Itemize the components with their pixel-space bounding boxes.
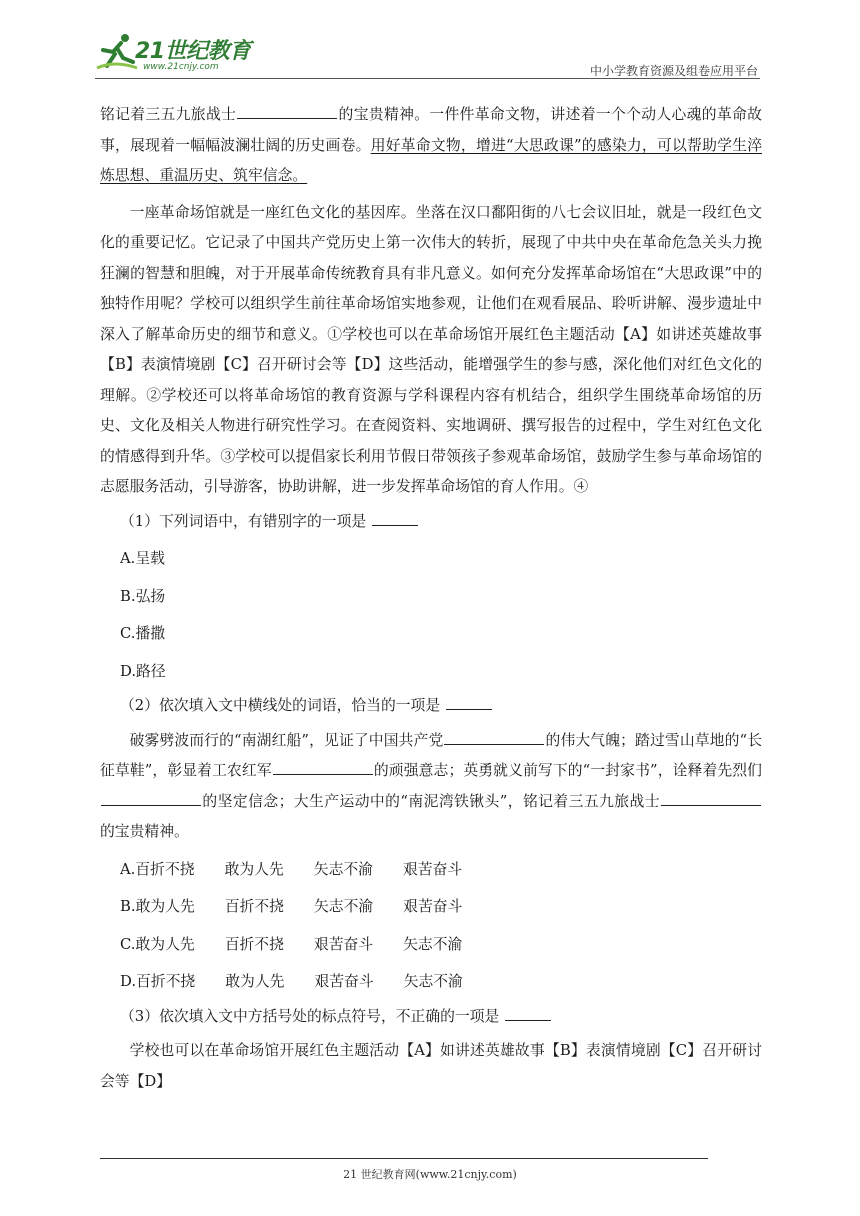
logo-url: www.21cnjy.com	[143, 62, 219, 72]
option-word: 矢志不渝	[313, 898, 374, 915]
site-logo	[95, 32, 265, 72]
page-footer: 21 世纪教育网(www.21cnjy.com)	[343, 1168, 517, 1181]
answer-blank	[446, 708, 492, 710]
question-text: （3）依次填入文中方括号处的标点符号，不正确的一项是	[120, 1007, 500, 1025]
passage-text: 的伟大气魄；踏过雪山草地的“长征草鞋”，彰显着工农红军	[100, 731, 762, 779]
question-3-stem	[100, 1002, 762, 1033]
option-word: 艰苦奋斗	[314, 973, 374, 990]
option-word: 艰苦奋斗	[313, 935, 374, 953]
passage-text: 的宝贵精神。一件件革命文物，讲述着一个个动人心魂的革命故事，展现着一幅幅波澜壮阔的历史画卷。	[100, 106, 762, 154]
option-word: D.百折不挠	[120, 973, 196, 990]
passage-text: 破雾劈波而行的“南湖红船”，见证了中国共产党	[129, 731, 444, 749]
q1-option-b: B.弘扬	[120, 587, 166, 605]
passage-paragraph-1	[100, 100, 762, 192]
q2-option-a	[100, 855, 762, 886]
option-word: 百折不挠	[224, 898, 284, 915]
runner-logo-icon	[95, 32, 139, 72]
passage-paragraph-2: 一座革命场馆就是一座红色文化的基因库。坐落在汉口鄱阳街的八七会议旧址，就是一段红色文化的重要记忆。它记录了中国共产党历史上第一次伟大的转折，展现了中共中央在革命危急关头力挽狂澜的智慧和胆魄，对于开展革命传统教育具有非凡意义。如何充分发挥革命场馆在“大思政课”中的独特作用呢？学校可以组织学生前往革命场馆实地参观，让他们在观看展品、聆听讲解、漫步遗址中深入了解革命历史的细节和意义。①学校也可以在革命场馆开展红色主题活动【A】如讲述英雄故事【B】表演情境剧【C】召开研讨会等【D】这些活动，能增强学生的参与感，深化他们对红色文化的理解。②学校还可以将革命场馆的教育资源与学科课程内容有机结合，组织学生围绕革命场馆的历史、文化及相关人物进行研究性学习。在查阅资料、实地调研、撰写报告的过程中，学生对红色文化的情感得到升华。③学校可以提倡家长利用节假日带领孩子参观革命场馆，鼓励学生参与革命场馆的志愿服务活动，引导游客，协助讲解，进一步发挥革命场馆的育人作用。④	[100, 203, 762, 495]
underlined-sentence: 用好革命文物，增进“大思政课”的感染力，可以帮助学生淬炼思想、重温历史、筑牢信念。	[100, 136, 762, 184]
q1-option-a: A.呈载	[120, 550, 165, 567]
document-body	[100, 100, 762, 1097]
option-word: 艰苦奋斗	[402, 860, 463, 878]
option-word: 矢志不渝	[403, 973, 463, 990]
question-text: （2）依次填入文中横线处的词语，恰当的一项是	[120, 697, 441, 714]
option-word: C.敢为人先	[120, 935, 195, 953]
question-text: （1）下列词语中，有错别字的一项是	[120, 512, 367, 530]
option-word: 艰苦奋斗	[403, 898, 463, 915]
q1-option-d: D.路径	[120, 662, 166, 680]
page-header	[95, 28, 760, 80]
answer-blank	[505, 1019, 551, 1021]
fill-blank	[444, 743, 544, 745]
passage-text: 的宝贵精神。	[100, 823, 189, 840]
footer-divider	[100, 1158, 708, 1159]
question-2-passage	[100, 726, 762, 848]
option-word: 敢为人先	[224, 860, 284, 878]
option-word: 敢为人先	[225, 973, 285, 990]
passage-text: 的坚定信念；大生产运动中的“南泥湾铁锹头”，铭记着三五九旅战士	[202, 792, 660, 810]
q2-option-c	[100, 930, 762, 961]
option-word: 百折不挠	[224, 935, 284, 953]
fill-blank	[101, 804, 201, 806]
fill-blank	[661, 804, 761, 806]
fill-blank	[237, 117, 337, 119]
platform-title: 中小学教育资源及组卷应用平台	[589, 64, 758, 78]
question-3-passage: 学校也可以在革命场馆开展红色主题活动【A】如讲述英雄故事【B】表演情境剧【C】召开研讨会等【D】	[100, 1042, 762, 1090]
passage-text: 的顽强意志；英勇就义前写下的“一封家书”，诠释着先烈们	[373, 762, 762, 779]
q2-option-d	[100, 967, 762, 998]
q2-option-b	[100, 892, 762, 923]
option-word: B.敢为人先	[120, 898, 195, 915]
question-2-stem	[100, 691, 762, 722]
logo-text: 21世纪教育	[135, 39, 251, 64]
passage-text: 铭记着三五九旅战士	[100, 106, 237, 123]
option-word: A.百折不挠	[120, 860, 195, 878]
question-1-stem	[100, 507, 762, 538]
fill-blank	[273, 773, 373, 775]
option-word: 矢志不渝	[313, 860, 373, 878]
answer-blank	[372, 524, 418, 526]
option-word: 矢志不渝	[403, 935, 463, 953]
header-divider	[95, 78, 760, 79]
q1-option-c: C.播撒	[120, 625, 166, 642]
